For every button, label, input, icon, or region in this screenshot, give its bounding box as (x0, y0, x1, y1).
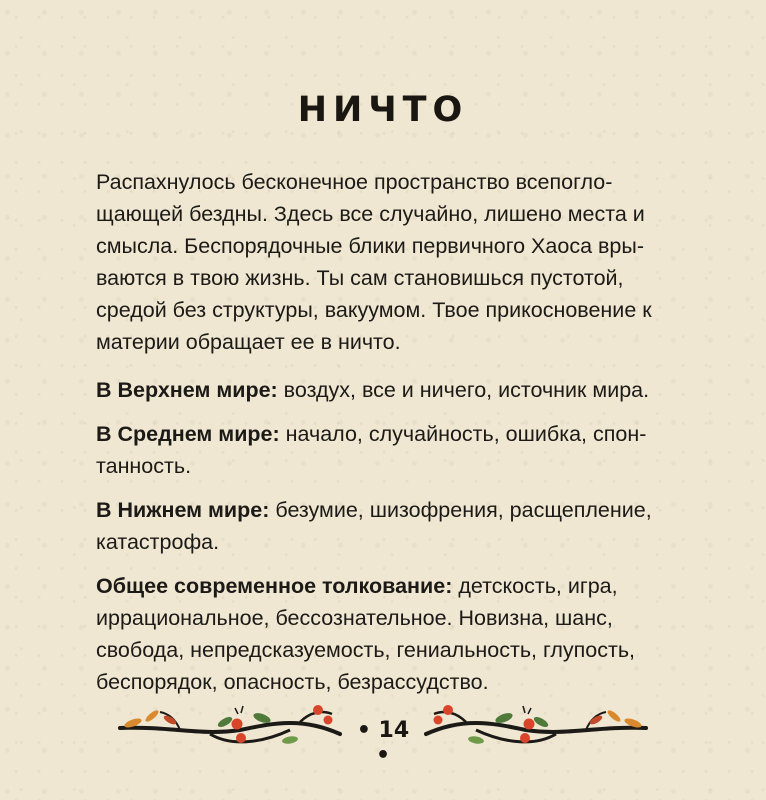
intro-line: смысла. Беспорядочные блики первичного Хаоса вры- (96, 234, 644, 258)
main-text (96, 166, 696, 710)
lower-world-text: безумие, шизофрения, расщепление, (269, 498, 652, 522)
lower-world-paragraph (96, 494, 696, 558)
page-title: НИЧТО (297, 90, 469, 130)
lower-world-label: В Нижнем мире: (96, 498, 270, 522)
middle-world-text: начало, случайность, ошибка, спон- (279, 422, 647, 446)
page-number: • 14 • (356, 718, 410, 768)
upper-world-paragraph (96, 374, 696, 406)
left-branch-icon (120, 705, 340, 745)
right-branch-icon (426, 705, 646, 745)
intro-line: ваются в твою жизнь. Ты сам становишься пустотой, (96, 266, 624, 290)
intro-line: средой без структуры, вакуумом. Твое прикосновение к (96, 298, 652, 322)
upper-world-label: В Верхнем мире: (96, 378, 278, 402)
general-paragraph (96, 570, 696, 698)
general-text: детскость, игра, (452, 574, 618, 598)
middle-world-label: В Среднем мире: (96, 422, 280, 446)
intro-line: Распахнулось бесконечное пространство всепогло- (96, 170, 613, 194)
upper-world-text: воздух, все и ничего, источник мира. (277, 378, 650, 402)
general-text: свобода, непредсказуемость, гениальность, глупость, (96, 638, 636, 662)
intro-line: щающей бездны. Здесь все случайно, лишено места и (96, 202, 645, 226)
general-text: беспорядок, опасность, безрассудство. (96, 670, 489, 694)
intro-line: материи обращает ее в ничто. (96, 330, 401, 354)
middle-world-text: танность. (96, 454, 192, 478)
middle-world-paragraph (96, 418, 696, 482)
intro-paragraph (96, 166, 696, 358)
general-text: иррациональное, бессознательное. Новизна, шанс, (96, 606, 613, 630)
general-label: Общее современное толкование: (96, 574, 453, 598)
lower-world-text: катастрофа. (96, 530, 220, 554)
